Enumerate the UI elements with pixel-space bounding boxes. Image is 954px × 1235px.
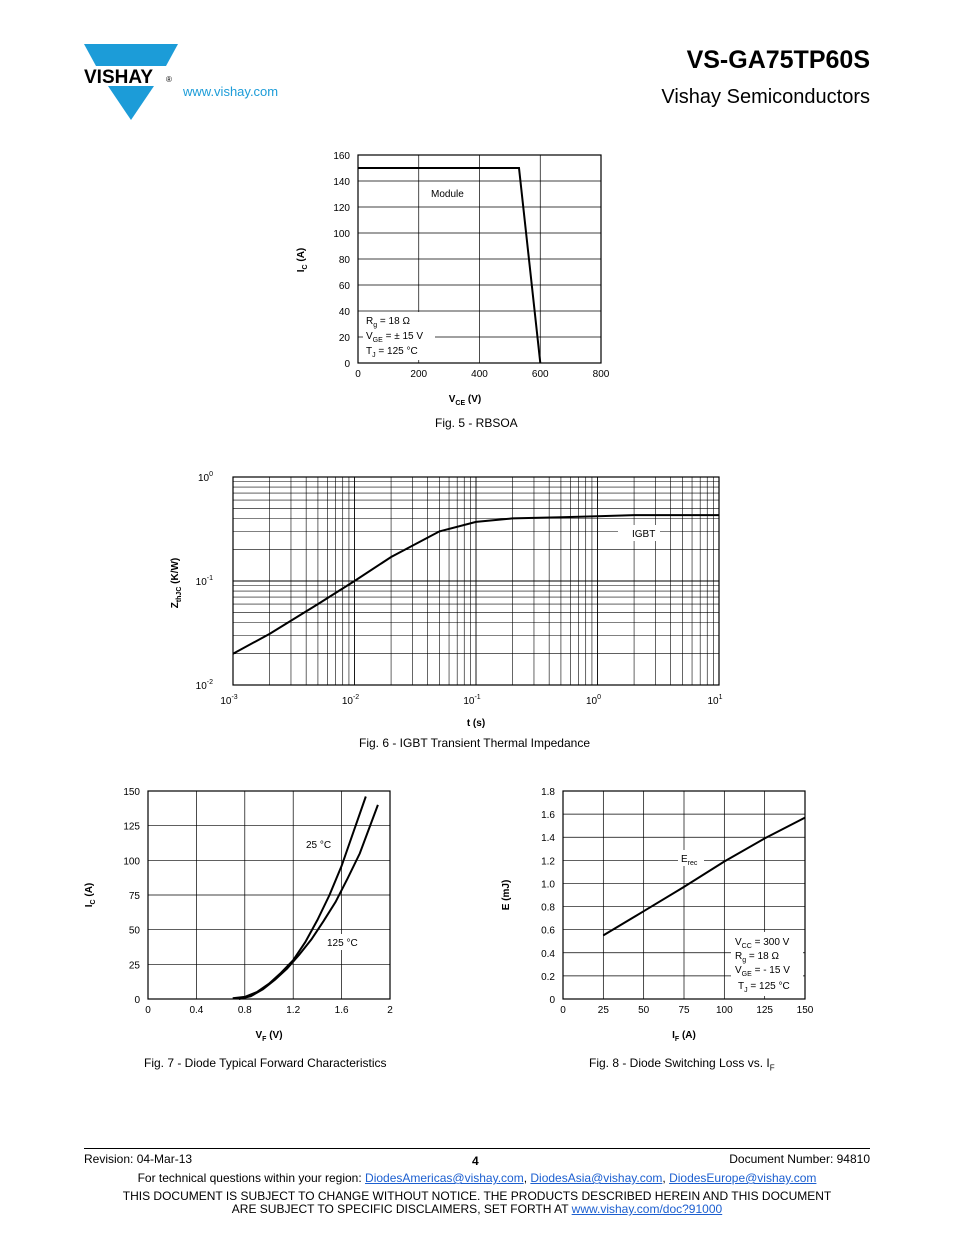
fig8-ylabel: E (mJ) [501, 879, 512, 911]
fig5-xtick-label: 200 [410, 369, 428, 380]
fig5-ytick-label: 80 [338, 255, 350, 266]
disclaimer-line-2: ARE SUBJECT TO SPECIFIC DISCLAIMERS, SET FORTH AT www.vishay.com/doc?91000 [231, 1202, 723, 1216]
fig6-xlabel: t (s) [466, 718, 486, 729]
fig7-ytick-label: 50 [128, 925, 140, 937]
fig7-ytick-label: 125 [123, 821, 140, 833]
contact-line: For technical questions within your region: DiodesAmericas@vishay.com, DiodesAsia@vishay.com, DiodesEurope@vishay.com [137, 1171, 817, 1185]
fig7-xtick-label: 0.4 [189, 1005, 204, 1016]
fig5-cond-rg: $R_g = 18$ Ω [366, 316, 410, 329]
fig5-chart [290, 140, 630, 420]
fig7-ytick-label: 100 [123, 856, 140, 868]
fig7-125c-curve [239, 805, 378, 999]
fig7-xlabel: $V_F$ (V) [255, 1030, 283, 1043]
fig6-xtick-label: $10^{-3}$ [220, 694, 238, 707]
fig6-xtick-label: $10^1$ [707, 694, 723, 707]
fig6-xtick-label: $10^0$ [585, 694, 602, 707]
svg-text:®: ® [166, 75, 172, 84]
fig8-erec-label: $E_{rec}$ [681, 854, 698, 867]
fig8-erec-curve [603, 818, 805, 936]
fig8-cond-vcc: $V_{CC} = 300$ V [735, 937, 790, 950]
fig7-ytick-label: 75 [128, 891, 140, 902]
fig6-chart [160, 465, 740, 735]
fig8-cond-vge: $V_{GE}$ = - 15 V [735, 965, 790, 978]
svg-text:VISHAY: VISHAY [84, 67, 153, 88]
company-name: Vishay Semiconductors [661, 86, 870, 108]
website-link[interactable]: www.vishay.com [183, 84, 279, 99]
email-americas-link[interactable]: DiodesAmericas@vishay.com [365, 1171, 524, 1185]
fig8-cond-tj: $T_J = 125$ °C [738, 981, 790, 994]
fig5-ytick-label: 140 [333, 177, 350, 188]
fig8-ytick-label: 1.0 [541, 879, 555, 891]
fig8-xlabel: $I_F$ (A) [672, 1030, 696, 1043]
fig7-ytick-label: 0 [134, 995, 140, 1006]
fig5-ytick-label: 0 [344, 359, 350, 370]
fig6-igbt-label: IGBT [632, 529, 656, 540]
fig5-ytick-label: 100 [333, 229, 350, 240]
fig5-xlabel: $V_{CE}$ (V) [448, 394, 482, 407]
fig7-125c-label: 125 °C [327, 938, 358, 949]
fig6-ytick-label: $10^{-2}$ [195, 679, 213, 692]
fig8-ytick-label: 0.6 [541, 925, 555, 937]
fig8-cond-rg: $R_g = 18$ Ω [735, 951, 779, 964]
fig5-ytick-label: 160 [333, 151, 350, 162]
fig8-ytick-label: 0 [549, 995, 555, 1006]
disclaimer-link[interactable]: www.vishay.com/doc?91000 [571, 1202, 723, 1216]
fig8-xtick-label: 150 [796, 1005, 814, 1016]
fig7-xtick-label: 1.2 [286, 1005, 301, 1016]
fig8-ytick-label: 0.8 [541, 902, 555, 914]
fig6-ylabel: $Z_{thJC}$ (K/W) [170, 557, 183, 609]
fig5-caption: Fig. 5 - RBSOA [435, 416, 518, 430]
fig7-25c-curve [233, 797, 366, 999]
fig5-ytick-label: 20 [338, 333, 350, 344]
footer-divider [84, 1148, 870, 1149]
fig7-xtick-label: 0.8 [237, 1005, 252, 1016]
fig6-xtick-label: $10^{-2}$ [341, 694, 360, 707]
fig8-xtick-label: 100 [715, 1005, 733, 1016]
fig7-ytick-label: 25 [128, 960, 140, 972]
fig8-xtick-label: 25 [597, 1005, 609, 1016]
fig5-ytick-label: 60 [338, 281, 350, 292]
fig7-ylabel: $I_C$ (A) [84, 882, 97, 908]
fig6-xtick-label: $10^{-1}$ [463, 694, 481, 707]
fig8-xtick-label: 50 [638, 1005, 650, 1016]
fig8-ytick-label: 0.4 [541, 948, 555, 960]
fig5-xtick-label: 0 [355, 369, 361, 380]
fig8-chart [495, 780, 825, 1050]
fig7-xtick-label: 0 [145, 1005, 151, 1016]
fig5-module-label: Module [431, 189, 464, 200]
fig8-xtick-label: 75 [678, 1005, 690, 1016]
page-number: 4 [472, 1154, 479, 1168]
email-asia-link[interactable]: DiodesAsia@vishay.com [530, 1171, 663, 1185]
fig5-cond-vge: $V_{GE}$ = ± 15 V [366, 331, 424, 344]
fig5-xtick-label: 600 [531, 369, 549, 380]
fig8-ytick-label: 1.4 [541, 833, 555, 845]
fig5-xtick-label: 800 [592, 369, 610, 380]
fig5-ylabel: $I_C$ (A) [296, 247, 309, 273]
fig8-ytick-label: 1.2 [541, 856, 555, 868]
disclaimer-line-1: THIS DOCUMENT IS SUBJECT TO CHANGE WITHOUT NOTICE. THE PRODUCTS DESCRIBED HEREIN AND THIS DOCUMENT [122, 1189, 832, 1203]
revision: Revision: 04-Mar-13 [84, 1152, 193, 1166]
part-number: VS-GA75TP60S [686, 46, 870, 74]
fig7-ytick-label: 150 [123, 787, 140, 798]
fig7-xtick-label: 1.6 [334, 1005, 349, 1016]
fig8-caption: Fig. 8 - Diode Switching Loss vs. $I_F$ [589, 1056, 775, 1073]
email-europe-link[interactable]: DiodesEurope@vishay.com [669, 1171, 817, 1185]
document-number: Document Number: 94810 [729, 1152, 870, 1166]
fig7-25c-label: 25 °C [306, 840, 332, 851]
fig6-ytick-label: $10^{-1}$ [195, 575, 213, 588]
fig8-xtick-label: 125 [756, 1005, 774, 1016]
fig5-ytick-label: 120 [333, 203, 350, 214]
fig8-ytick-label: 0.2 [541, 971, 555, 983]
fig5-ytick-label: 40 [338, 307, 350, 318]
fig5-cond-tj: $T_J = 125$ °C [366, 346, 418, 359]
vishay-logo [84, 44, 179, 120]
fig8-ytick-label: 1.8 [541, 787, 555, 798]
fig6-caption: Fig. 6 - IGBT Transient Thermal Impedance [359, 736, 590, 750]
fig6-ytick-label: $10^0$ [197, 471, 213, 484]
fig8-xtick-label: 0 [560, 1005, 566, 1016]
fig7-caption: Fig. 7 - Diode Typical Forward Characteristics [144, 1056, 387, 1070]
fig5-xtick-label: 400 [471, 369, 488, 380]
fig8-ytick-label: 1.6 [541, 810, 555, 822]
fig7-xtick-label: 2 [387, 1005, 393, 1016]
fig7-chart [80, 780, 410, 1050]
